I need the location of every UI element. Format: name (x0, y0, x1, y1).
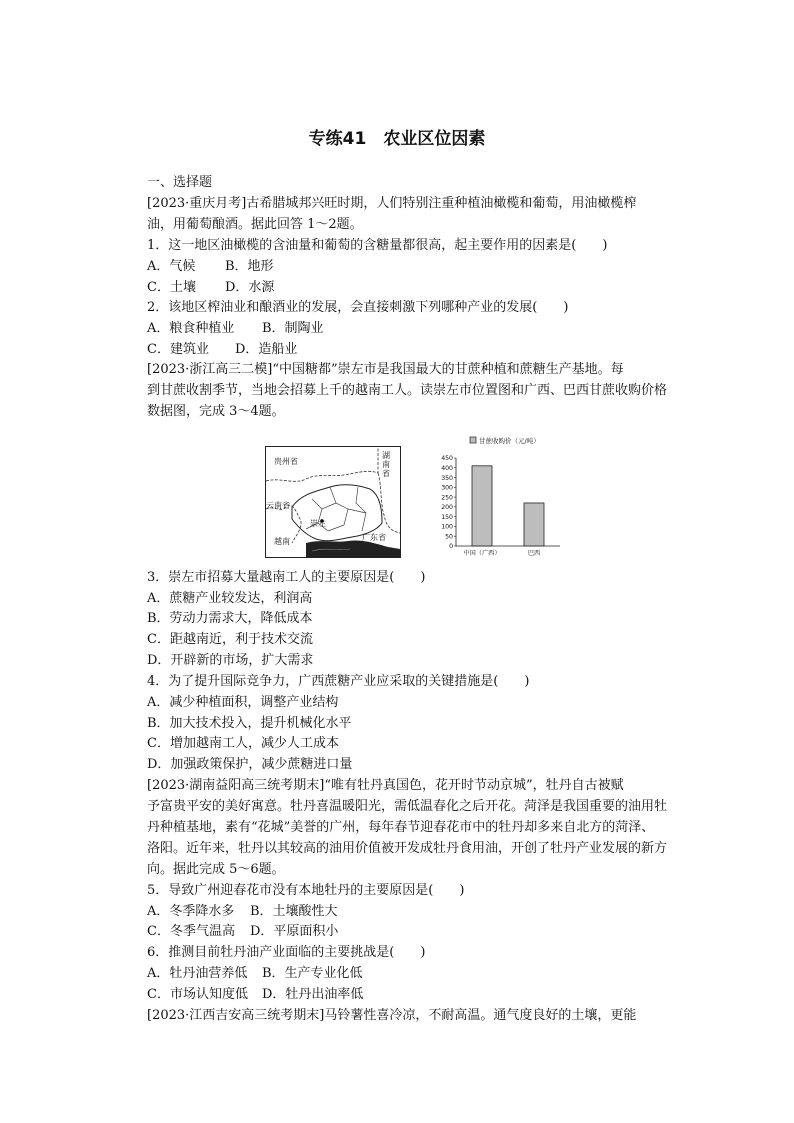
question-6-option-b: B．生产专业化低 (262, 966, 363, 981)
map-label-yunnan: 云南省 (266, 501, 290, 510)
question-6-option-c: C．市场认知度低 (147, 987, 248, 1002)
map-label-guizhou: 贵州省 (274, 457, 298, 466)
x-tick-label: 巴西 (527, 550, 541, 557)
y-tick-label: 150 (441, 513, 453, 521)
question-3-option-d: D．开辟新的市场，扩大需求 (147, 653, 314, 668)
question-6-option-a: A．牡丹油营养低 (147, 966, 248, 981)
question-5-option-b: B．土壤酸性大 (250, 904, 338, 919)
question-2-stem: 2．该地区榨油业和酿酒业的发展，会直接刺激下列哪种产业的发展( ) (147, 300, 569, 315)
bar-1 (472, 466, 492, 546)
question-2-option-d: D．造船业 (235, 342, 298, 357)
passage-3-line-2: 予富贵平安的美好寓意。牡丹喜温暖阳光，需低温春化之后开花。菏泽是我国重要的油用牡 (147, 799, 668, 814)
question-3-stem: 3．崇左市招募大量越南工人的主要原因是( ) (147, 570, 426, 585)
passage-3-line-1: [2023·湖南益阳高三统考期末]“唯有牡丹真国色，花开时节动京城”，牡丹自古被赋 (147, 778, 624, 793)
y-tick-label: 0 (449, 543, 453, 551)
question-2-option-b: B．制陶业 (262, 321, 324, 336)
legend-label: 甘蔗收购价（元/吨） (479, 437, 540, 445)
question-4-option-c: C．增加越南工人，减少人工成本 (147, 736, 339, 751)
passage-3-line-4: 洛阳。近年来，牡丹以其较高的油用价值被开发成牡丹食用油，开创了牡丹产业发展的新方 (147, 841, 668, 856)
question-4-option-d: D．加强政策保护，减少蔗糖进口量 (147, 757, 353, 772)
bar-chart-svg (430, 434, 570, 566)
passage-1-line-2: 油，用葡萄酿酒。据此回答 1～2题。 (147, 217, 363, 232)
question-1-option-a: A．气候 (147, 259, 196, 274)
question-1-option-b: B．地形 (225, 259, 274, 274)
chongzuo-location-map (265, 446, 401, 558)
y-tick-label: 100 (441, 523, 453, 531)
passage-2-line-2: 到甘蔗收割季节，当地会招募上千的越南工人。读崇左市位置图和广西、巴西甘蔗收购价格 (147, 383, 668, 398)
passage-2-line-1: [2023·浙江高三二模]“中国糖都”崇左市是我国最大的甘蔗种植和蔗糖生产基地。每 (147, 362, 624, 377)
question-5-option-d: D．平原面积小 (250, 924, 339, 939)
question-4-option-b: B．加大技术投入，提升机械化水平 (147, 716, 352, 731)
y-tick-label: 450 (441, 455, 453, 463)
question-1-option-c: C．土壤 (147, 280, 196, 295)
map-label-chongzuo: 崇左 (310, 519, 326, 528)
y-tick-label: 50 (445, 533, 453, 541)
y-tick-label: 350 (441, 474, 453, 482)
question-3-option-b: B．劳动力需求大，降低成本 (147, 611, 313, 626)
question-3-option-a: A．蔗糖产业较发达，利润高 (147, 591, 313, 606)
y-tick-label: 250 (441, 494, 453, 502)
page-title: 专练41 农业区位因素 (308, 129, 486, 149)
question-2-option-c: C．建筑业 (147, 342, 209, 357)
question-4-option-a: A．减少种植面积，调整产业结构 (147, 695, 339, 710)
map-label-guangdong: 广东省 (362, 533, 386, 542)
question-6-option-d: D．牡丹出油率低 (262, 987, 364, 1002)
y-tick-label: 400 (441, 464, 453, 472)
passage-3-line-3: 丹种植基地，素有“花城”美誉的广州，每年春节迎春花市中的牡丹却多来自北方的菏泽、 (147, 820, 655, 835)
bar-2 (524, 503, 544, 546)
y-tick-label: 200 (441, 504, 453, 512)
sugarcane-price-chart (430, 434, 570, 566)
legend-swatch (470, 437, 476, 443)
x-tick-label: 中国（广西） (463, 550, 501, 557)
question-6-stem: 6．推测目前牡丹油产业面临的主要挑战是( ) (147, 945, 426, 960)
question-4-stem: 4．为了提升国际竞争力，广西蔗糖产业应采取的关键措施是( ) (147, 674, 530, 689)
question-5-option-a: A．冬季降水多 (147, 904, 235, 919)
passage-2-line-3: 数据图，完成 3～4题。 (147, 404, 285, 419)
passage-4-line-1: [2023·江西吉安高三统考期末]马铃薯性喜冷凉，不耐高温。通气度良好的土壤，更能 (147, 1008, 637, 1023)
map-label-vietnam: 越南 (274, 537, 290, 546)
question-1-option-d: D．水源 (225, 280, 275, 295)
question-1-stem: 1．这一地区油橄榄的含油量和葡萄的含糖量都很高，起主要作用的因素是( ) (147, 238, 608, 253)
question-5-option-c: C．冬季气温高 (147, 924, 235, 939)
passage-1-line-1: [2023·重庆月考]古希腊城邦兴旺时期，人们特别注重种植油橄榄和葡萄，用油橄榄榨 (147, 196, 637, 211)
section-heading: 一、选择题 (147, 175, 213, 190)
y-tick-label: 300 (441, 484, 453, 492)
question-3-option-c: C．距越南近，利于技术交流 (147, 632, 313, 647)
passage-3-line-5: 向。据此完成 5～6题。 (147, 862, 285, 877)
map-label-hunan: 湖南省 (382, 451, 390, 478)
question-5-stem: 5．导致广州迎春花市没有本地牡丹的主要原因是( ) (147, 883, 465, 898)
question-2-option-a: A．粮食种植业 (147, 321, 235, 336)
